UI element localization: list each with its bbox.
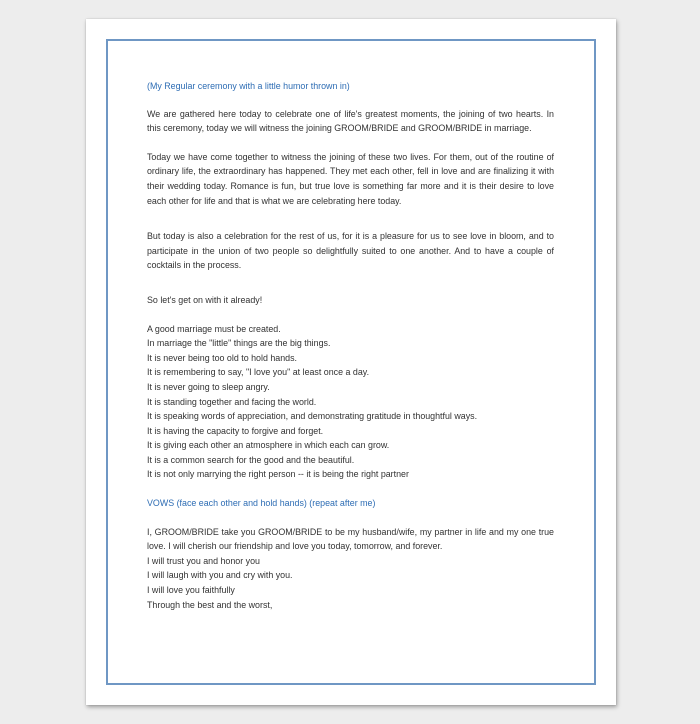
marriage-line: In marriage the "little" things are the big things.	[147, 338, 331, 349]
vows-line: I will love you faithfully	[147, 585, 235, 596]
celebration-paragraph: But today is also a celebration for the rest of us, for it is a pleasure for us to see love in bloom, and to participate in the union of two people so delightfully suited to one another. And to have a couple of cocktails in the process.	[147, 231, 554, 271]
intro-paragraph: We are gathered here today to celebrate one of life's greatest moments, the joining of two hearts. In this ceremony, today we will witness the joining GROOM/BRIDE and GROOM/BRIDE in marriage.	[147, 108, 554, 134]
lets-get-on-line: So let's get on with it already!	[147, 294, 263, 305]
vows-line: I will trust you and honor you	[147, 555, 260, 566]
together-paragraph: Today we have come together to witness the joining of these two lives. For them, out of the routine of ordinary life, the extraordinary has happened. They met each other, fell in love and are finalizing it with their wedding today. Romance is fun, but true love is something far more and it is their desire to love each other for life and that is what we are celebrating here today.	[147, 151, 554, 206]
marriage-line: It is giving each other an atmosphere in which each can grow.	[147, 440, 390, 451]
vows-line: I will laugh with you and cry with you.	[147, 570, 293, 581]
marriage-line: It is having the capacity to forgive and forget.	[147, 425, 324, 436]
vows-list	[147, 554, 554, 612]
vows-heading: VOWS (face each other and hold hands) (repeat after me)	[147, 498, 376, 509]
marriage-line: It is speaking words of appreciation, and demonstrating gratitude in thoughtful ways.	[147, 411, 478, 422]
marriage-line: It is remembering to say, "I love you" at least once a day.	[147, 367, 370, 378]
marriage-line: It is never being too old to hold hands.	[147, 352, 297, 363]
marriage-line: A good marriage must be created.	[147, 323, 281, 334]
document-page	[86, 19, 616, 705]
ceremony-heading: (My Regular ceremony with a little humor thrown in)	[147, 81, 350, 91]
marriage-line: It is not only marrying the right person -- it is being the right partner	[147, 469, 409, 480]
marriage-line: It is never going to sleep angry.	[147, 381, 270, 392]
vows-paragraph: I, GROOM/BRIDE take you GROOM/BRIDE to be my husband/wife, my partner in life and my one true love. I will cherish our friendship and love you today, tomorrow, and forever.	[147, 526, 554, 552]
vows-line: Through the best and the worst,	[147, 599, 273, 610]
marriage-line: It is a common search for the good and the beautiful.	[147, 454, 355, 465]
marriage-list	[147, 322, 554, 483]
marriage-line: It is standing together and facing the world.	[147, 396, 317, 407]
document-body	[147, 79, 554, 612]
